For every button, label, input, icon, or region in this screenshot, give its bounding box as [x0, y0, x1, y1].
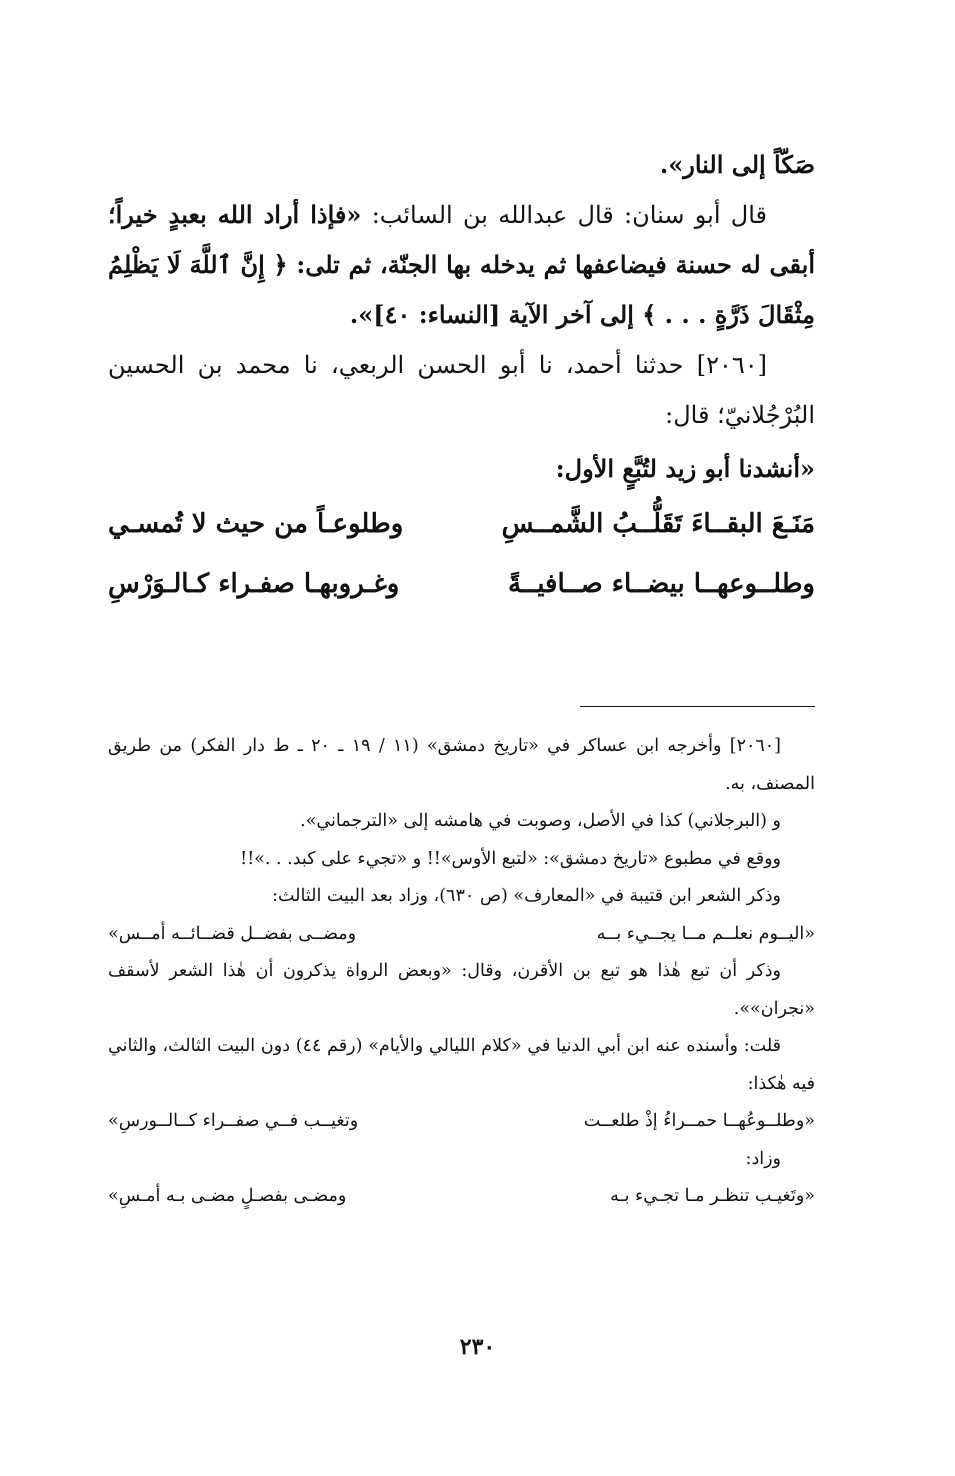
footnote-ibn-abi-dunya: قلت: وأسنده عنه ابن أبي الدنيا في «كلام الليالي والأيام» (رقم ٤٤) دون البيت الثالث، والثاني فيه هٰكذا:	[108, 1036, 815, 1094]
main-text	[108, 140, 815, 614]
verse-line-1	[108, 494, 815, 554]
footnote-verse-2	[108, 1103, 815, 1141]
footnote-ibn-qutaiba: وذكر الشعر ابن قتيبة في «المعارف» (ص ٦٣٠)، وزاد بعد البيت الثالث:	[272, 886, 781, 906]
footnote-verse-3	[108, 1178, 815, 1216]
footnote-verse-2-second: وتغيــب فــي صفــراء كــالــورسِ»	[108, 1111, 359, 1131]
paragraph-abu-sinan-quote: «فإذا أراد الله بعبدٍ خيراً؛ أبقى له حسنة فيضاعفها ثم يدخله بها الجنّة، ثم تلى: ﴿ إِنَّ ٱللَّهَ لَا يَظْلِمُ مِثْقَالَ ذَرَّةٍ . . . ﴾ إلى آخر الآية [النساء: ٤٠]».	[108, 200, 815, 329]
footnote-verse-1	[108, 916, 815, 954]
footnote-tarikh-dimashq: ووقع في مطبوع «تاريخ دمشق»: «لتبع الأوس»!! و «تجيء على كبد. . .»!!	[240, 848, 781, 869]
footnote-verse-1-second: ومضــى بفضــل قضــائــه أمــس»	[108, 923, 357, 944]
verse-1-first-hemistich: مَنَـعَ البقــاءَ تَقَلُّــبُ الشَّمــسِ	[501, 509, 815, 539]
footnote-added: وزاد:	[745, 1148, 781, 1169]
footnote-divider	[580, 706, 815, 707]
footnote-tubba-ibn-aqran: وذكر أن تبع هٰذا هو تبع بن الأقرن، وقال: «وبعض الرواة يذكرون أن هٰذا الشعر لأسقف «نجران»».	[108, 961, 815, 1019]
verse-1-second-hemistich: وطلوعـاً من حيث لا تُمسـي	[108, 509, 404, 539]
paragraph-abu-sinan-intro: قال أبو سنان: قال عبدالله بن السائب:	[361, 201, 768, 229]
paragraph-2060: [٢٠٦٠] حدثنا أحمد، نا أبو الحسن الربعي، نا محمد بن الحسين البُرْجُلانيّ؛ قال:	[108, 351, 815, 429]
verse-intro: «أنشدنا أبو زيد لتُبَّعٍ الأول:	[555, 454, 815, 483]
verse-line-2	[108, 554, 815, 614]
footnote-verse-3-first: «وتَغيـب تنظـر مـا تجـيء بـه	[610, 1186, 815, 1206]
paragraph-abu-sinan	[108, 190, 815, 340]
page-number: ٢٣٠	[459, 1334, 496, 1360]
footnote-verse-1-first: «اليــوم نعلــم مــا يجــيء بــه	[596, 923, 815, 944]
opening-line: صَكّاً إلى النار».	[659, 150, 815, 179]
verse-2-second-hemistich: وغـروبهـا صفـراء كـالـوَرْسِ	[108, 569, 400, 599]
verse-2-first-hemistich: وطلــوعهــا بيضــاء صــافيــةً	[508, 569, 815, 599]
footnote-burjulani: و (البرجلاني) كذا في الأصل، وصوبت في هامشه إلى «الترجماني».	[300, 811, 781, 831]
footnote-verse-3-second: ومضـى بفصـلٍ مضـى بـه أمـسِ»	[108, 1186, 347, 1206]
footnotes	[108, 728, 815, 1216]
footnote-2060: [٢٠٦٠] وأخرجه ابن عساكر في «تاريخ دمشق» (١١ / ١٩ ـ ٢٠ ـ ط دار الفكر) من طريق المصنف، به.	[108, 736, 815, 794]
footnote-verse-2-first: «وطلــوعُهــا حمــراءُ إذْ طلعــت	[583, 1111, 815, 1131]
